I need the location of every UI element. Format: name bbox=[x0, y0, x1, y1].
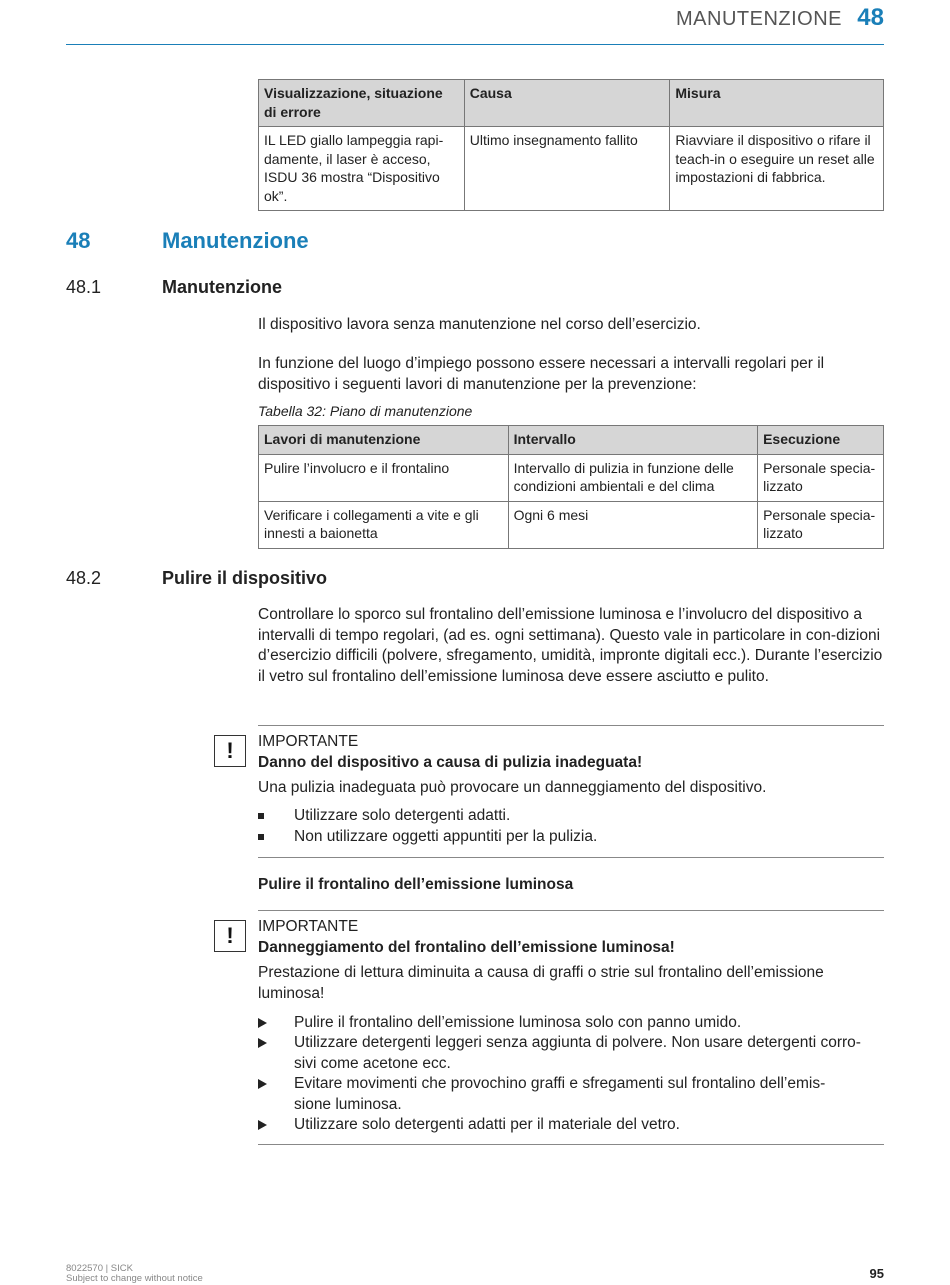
error-table bbox=[258, 79, 884, 211]
bullet-arrow-icon bbox=[258, 1018, 267, 1028]
bullet-square-icon bbox=[258, 813, 264, 819]
table-header-cell: Causa bbox=[464, 80, 670, 127]
notice-title: Danno del dispositivo a causa di pulizia inadeguata! bbox=[258, 754, 643, 771]
list-item: Utilizzare solo detergenti adatti per il materiale del vetro. bbox=[258, 1115, 884, 1136]
list-item: Non utilizzare oggetti appuntiti per la pulizia. bbox=[258, 827, 884, 848]
notice-bottom-rule bbox=[258, 1144, 884, 1145]
list-item: Evitare movimenti che provochino graffi e sfregamenti sul frontalino dell’emis-sione luminosa. bbox=[258, 1074, 884, 1115]
table-caption: Tabella 32: Piano di manutenzione bbox=[258, 403, 473, 419]
exclamation-icon: ! bbox=[214, 735, 246, 767]
running-header-number: 48 bbox=[857, 4, 884, 31]
table-cell: Personale specia-lizzato bbox=[758, 501, 884, 548]
table-header-row bbox=[259, 426, 884, 455]
paragraph: In funzione del luogo d’impiego possono essere necessari a intervalli regolari per il dispositivo i seguenti lavori di manutenzione per la prevenzione: bbox=[258, 355, 825, 393]
table-header-cell: Intervallo bbox=[508, 426, 758, 455]
paragraph: Il dispositivo lavora senza manutenzione nel corso dell’esercizio. bbox=[258, 316, 701, 333]
table-cell: Ogni 6 mesi bbox=[508, 501, 758, 548]
section-number: 48.1 bbox=[66, 277, 102, 297]
notice-label: IMPORTANTE bbox=[258, 918, 359, 935]
maintenance-table bbox=[258, 425, 884, 549]
table-cell: Pulire l’involucro e il frontalino bbox=[259, 454, 509, 501]
table-cell: Intervallo di pulizia in funzione delle condizioni ambientali e del clima bbox=[508, 454, 758, 501]
chapter-number: 48 bbox=[66, 228, 91, 253]
bullet-square-icon bbox=[258, 834, 264, 840]
bullet-arrow-icon bbox=[258, 1120, 267, 1130]
footer-doc-id: 8022570 | SICK bbox=[66, 1263, 133, 1274]
chapter-title: Manutenzione bbox=[162, 228, 309, 253]
exclamation-icon: ! bbox=[214, 920, 246, 952]
table-row bbox=[259, 127, 884, 211]
bullet-arrow-icon bbox=[258, 1038, 267, 1048]
section-title: Pulire il dispositivo bbox=[162, 568, 328, 588]
list-item: Pulire il frontalino dell’emissione luminosa solo con panno umido. bbox=[258, 1013, 884, 1034]
table-header-cell: Lavori di manutenzione bbox=[259, 426, 509, 455]
table-row bbox=[259, 501, 884, 548]
chapter-heading bbox=[66, 228, 309, 254]
header-rule bbox=[66, 44, 884, 45]
table-header-cell: Esecuzione bbox=[758, 426, 884, 455]
table-header-cell: Misura bbox=[670, 80, 884, 127]
notice-title: Danneggiamento del frontalino dell’emissione luminosa! bbox=[258, 939, 675, 956]
list-item: Utilizzare detergenti leggeri senza aggiunta di polvere. Non usare detergenti corro-sivi come acetone ecc. bbox=[258, 1033, 884, 1074]
list-item: Utilizzare solo detergenti adatti. bbox=[258, 806, 884, 827]
subheading: Pulire il frontalino dell’emissione luminosa bbox=[258, 876, 574, 893]
table-row bbox=[259, 454, 884, 501]
section-heading-48-1 bbox=[66, 277, 282, 298]
table-cell: Riavviare il dispositivo o rifare il teach-in o eseguire un reset alle impostazioni di fabbrica. bbox=[670, 127, 884, 211]
page-number: 95 bbox=[869, 1266, 884, 1281]
table-cell: Ultimo insegnamento fallito bbox=[464, 127, 670, 211]
table-header-cell: Visualizzazione, situazione di errore bbox=[259, 80, 465, 127]
section-heading-48-2 bbox=[66, 568, 327, 589]
section-title: Manutenzione bbox=[162, 277, 282, 297]
running-header-title: MANUTENZIONE bbox=[676, 8, 842, 30]
section-number: 48.2 bbox=[66, 568, 102, 588]
table-cell: Verificare i collegamenti a vite e gli innesti a baionetta bbox=[259, 501, 509, 548]
notice-top-rule bbox=[258, 725, 884, 726]
notice-bottom-rule bbox=[258, 857, 884, 858]
notice-text: Prestazione di lettura diminuita a causa di graffi o strie sul frontalino dell’emissione luminosa! bbox=[258, 964, 824, 1002]
paragraph: Controllare lo sporco sul frontalino dell’emissione luminosa e l’involucro del dispositivo a intervalli di tempo regolari, (ad es. ogni settimana). Questo vale in particolare in con-dizioni d’esercizio difficili (polvere, sfregamento, umidità, impronte digitali ecc.). Durante l’esercizio il vetro sul frontalino dell’emissione luminosa deve essere asciutto e pulito. bbox=[258, 606, 883, 685]
footer-info bbox=[66, 1264, 203, 1284]
notice-label: IMPORTANTE bbox=[258, 733, 359, 750]
notice-top-rule bbox=[258, 910, 884, 911]
table-header-row bbox=[259, 80, 884, 127]
notice-text: Una pulizia inadeguata può provocare un danneggiamento del dispositivo. bbox=[258, 779, 767, 796]
table-cell: IL LED giallo lampeggia rapi-damente, il laser è acceso, ISDU 36 mostra “Dispositivo ok”. bbox=[259, 127, 465, 211]
bullet-arrow-icon bbox=[258, 1079, 267, 1089]
footer-notice: Subject to change without notice bbox=[66, 1273, 203, 1284]
table-cell: Personale specia-lizzato bbox=[758, 454, 884, 501]
